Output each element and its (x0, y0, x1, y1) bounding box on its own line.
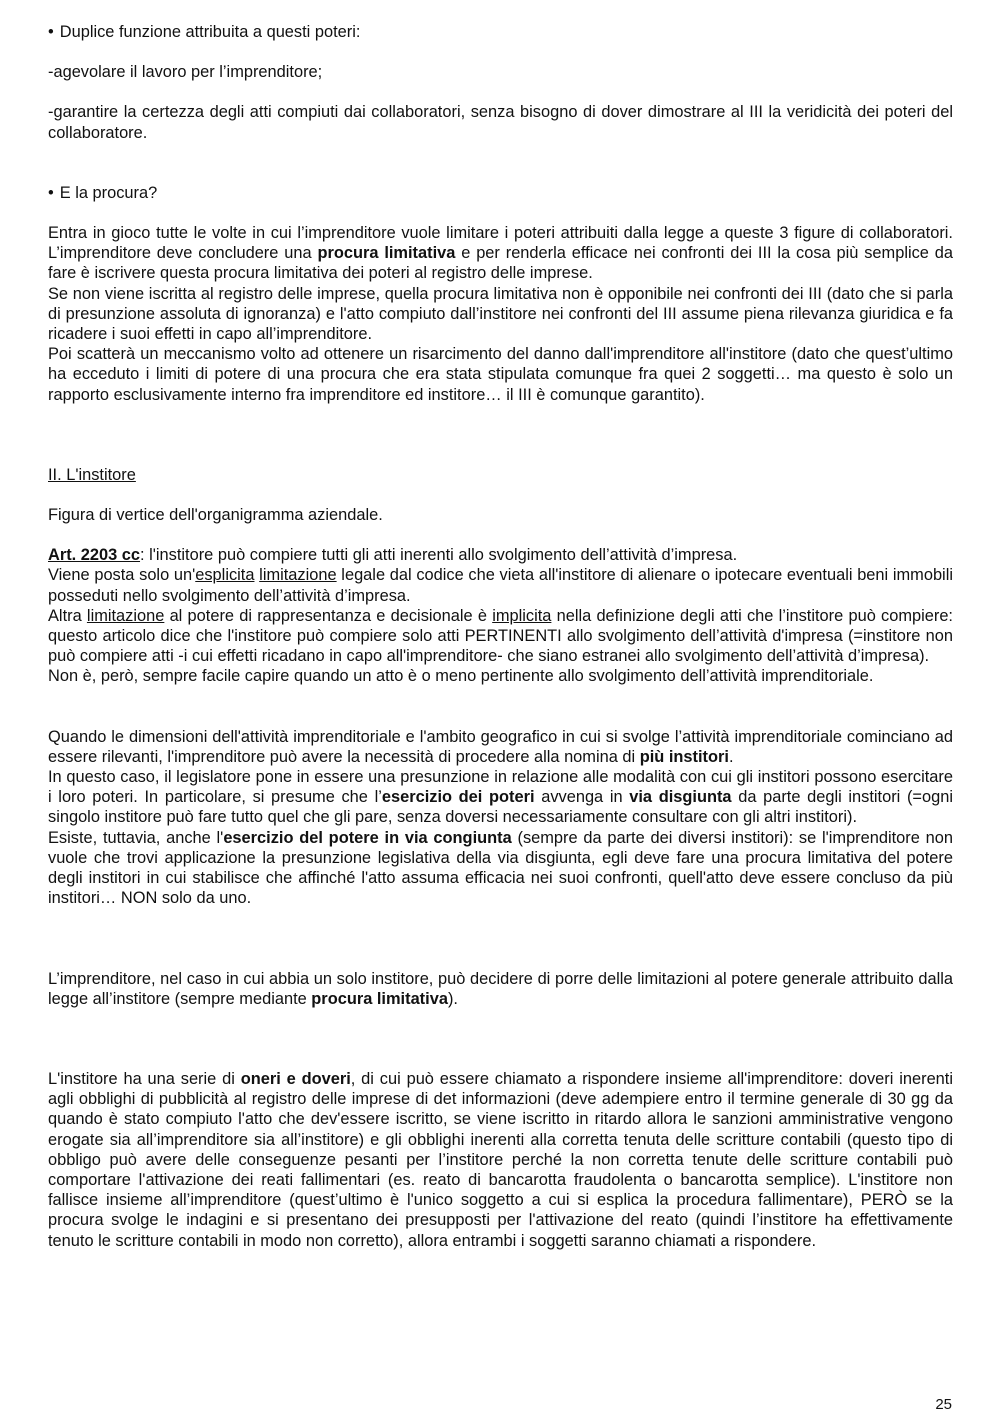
underlined-esplicita: esplicita (195, 566, 255, 585)
article-reference: Art. 2203 cc (48, 546, 141, 565)
bold-oneri-doveri: oneri e doveri (240, 1069, 351, 1088)
bold-procura-limitativa: procura limitativa (317, 244, 456, 263)
paragraph-piu-institori (48, 727, 953, 767)
text-run: nella definizione degli atti che l’institore può compiere: questo articolo dice che l'institore può compiere solo atti PERTINENTI allo svolgimento dell’attività d'impresa (=institore non può compiere atti -i cui effetti ricadano in capo all'imprenditore- che siano estranei allo svolgimento dell’attività d’impresa). (48, 606, 953, 666)
paragraph-esplicita-limitazione (48, 565, 953, 605)
paragraph-via-congiunta (48, 828, 953, 909)
underlined-limitazione: limitazione (259, 566, 337, 585)
list-item-garantire: -garantire la certezza degli atti compiuti dai collaboratori, senza bisogno di dover dimostrare al III la veridicità dei poteri del collaboratore. (48, 103, 953, 142)
text-run: L’imprenditore, nel caso in cui abbia un solo institore, può decidere di porre delle limitazioni al potere generale attribuito dalla legge all’institore (sempre mediante (48, 969, 953, 1008)
text-run: . (728, 747, 734, 766)
section-heading-institore: II. L'institore (48, 465, 136, 484)
paragraph-procura-opponibile: Se non viene iscritta al registro delle imprese, quella procura limitativa non è opponibile nei confronti dei III (dato che si parla di presunzione assoluta di ignoranza) e l'atto compiuto dall’institore nei confronti del III assume piena rilevanza giuridica e fa ricadere i suoi effetti in capo all’imprenditore. (48, 284, 953, 344)
bold-piu-institori: più institori (639, 747, 729, 766)
text-run: e per renderla efficace nei confronti dei III la cosa più semplice da fare è iscrivere questa procura limitativa dei poteri al registro delle imprese. (48, 244, 953, 283)
list-item-agevolare: -agevolare il lavoro per l’imprenditore; (48, 63, 323, 82)
text-run: Viene posta solo un' (48, 566, 196, 585)
document-page (48, 22, 953, 1251)
paragraph-procura-intro (48, 223, 953, 284)
text-run: legale dal codice che vieta all'institore di alienare o ipotecare eventuali beni immobili posseduti nello svolgimento dell’attività d’impresa. (48, 566, 953, 605)
paragraph-implicita-limitazione (48, 606, 953, 667)
bold-esercizio-poteri: esercizio dei poteri (381, 788, 535, 807)
paragraph-solo-institore (48, 969, 953, 1009)
text-run: Esiste, tuttavia, anche l' (48, 828, 224, 847)
text-run: Altra (48, 606, 87, 625)
text-run: avvenga in (534, 788, 630, 807)
text-run: al potere di rappresentanza e decisionale è (164, 606, 493, 625)
text-run: , di cui può essere chiamato a rispondere insieme all'imprenditore: doveri inerenti agli obblighi di pubblicità al registro delle imprese di det informazioni (deve adempiere entro il termine generale di 30 gg da quando è stato compiuto l'atto che dev'essere iscritto, se viene iscritto in ritardo allora le sanzioni amministrative vengono erogate sia all’imprenditore sia all’institore) e gli obblighi inerenti alla corretta tenuta delle scritture contabili (questo tipo di obbligo può avere delle conseguenze pesanti per l’institore perché la non corretta tenute delle scritture contabili può comportare l'attivazione dei reati fallimentari (es. reato di bancarotta fraudolenta o bancarotta semplice). L'institore non fallisce insieme all’imprenditore (quest’ultimo è l'unico soggetto a cui si esplica la procedura fallimentare), PERÒ se la procura svolge le indagini e si presentano dei presupposti per l'attivazione del reato (quindi l’institore ha effettivamente tenuto le scritture contabili in modo non corretto), allora entrambi i soggetti saranno chiamati a rispondere. (48, 1069, 953, 1250)
paragraph-procura-risarcimento: Poi scatterà un meccanismo volto ad ottenere un risarcimento del danno dall'imprenditore all'institore (dato che quest’ultimo ha ecceduto i limiti di potere di una procura che era stata stipulata comunque fra quei 2 soggetti… ma questo è solo un rapporto esclusivamente interno fra imprenditore ed institore… il III è comunque garantito). (48, 345, 953, 404)
text-run: Quando le dimensioni dell'attività imprenditoriale e l'ambito geografico in cui si svolge l’attività imprenditoriale cominciano ad essere rilevanti, l'imprenditore può avere la necessità di procedere alla nomina di (48, 727, 953, 766)
text-run: da parte degli institori (=ogni singolo institore può fare tutto quel che gli pare, senza doversi necessariamente consultare con gli altri institori). (48, 788, 953, 827)
underlined-implicita: implicita (492, 606, 552, 625)
bold-via-disgiunta: via disgiunta (629, 788, 732, 807)
paragraph-via-disgiunta (48, 767, 953, 828)
paragraph-art-2203 (48, 545, 953, 565)
page-number: 25 (935, 1396, 952, 1413)
paragraph-pertinente: Non è, però, sempre facile capire quando un atto è o meno pertinente allo svolgimento dell’attività imprenditoriale. (48, 667, 874, 686)
text-run: (sempre da parte dei diversi institori): se l'imprenditore non vuole che trovi applicazione la presunzione legislativa della via disgiunta, egli deve fare una procura limitativa del potere degli institori in cui stabilisce che affinché l'atto assuma efficacia nei suoi confronti, quell'atto deve essere concluso da più institori… NON solo da uno. (48, 828, 953, 908)
text-run: Entra in gioco tutte le volte in cui l’imprenditore vuole limitare i poteri attribuiti dalla legge a queste 3 figure di collaboratori. L’imprenditore deve concludere una (48, 224, 953, 263)
bullet-dual-function: • Duplice funzione attribuita a questi poteri: (48, 22, 953, 42)
text-run: In questo caso, il legislatore pone in essere una presunzione in relazione alle modalità con cui gli institori possono esercitare i loro poteri. In particolare, si presume che l’ (48, 768, 953, 807)
underlined-limitazione: limitazione (86, 606, 165, 625)
paragraph-oneri-doveri (48, 1069, 953, 1251)
bold-via-congiunta: esercizio del potere in via congiunta (223, 828, 512, 847)
paragraph-figura-vertice: Figura di vertice dell'organigramma aziendale. (48, 506, 383, 525)
text-run: L'institore ha una serie di (48, 1069, 241, 1088)
text-run: ). (447, 989, 458, 1008)
bold-procura-limitativa: procura limitativa (311, 989, 448, 1008)
bullet-procura: • E la procura? (48, 183, 953, 203)
text-run: : l'institore può compiere tutti gli atti inerenti allo svolgimento dell’attività d’impresa. (140, 546, 738, 565)
